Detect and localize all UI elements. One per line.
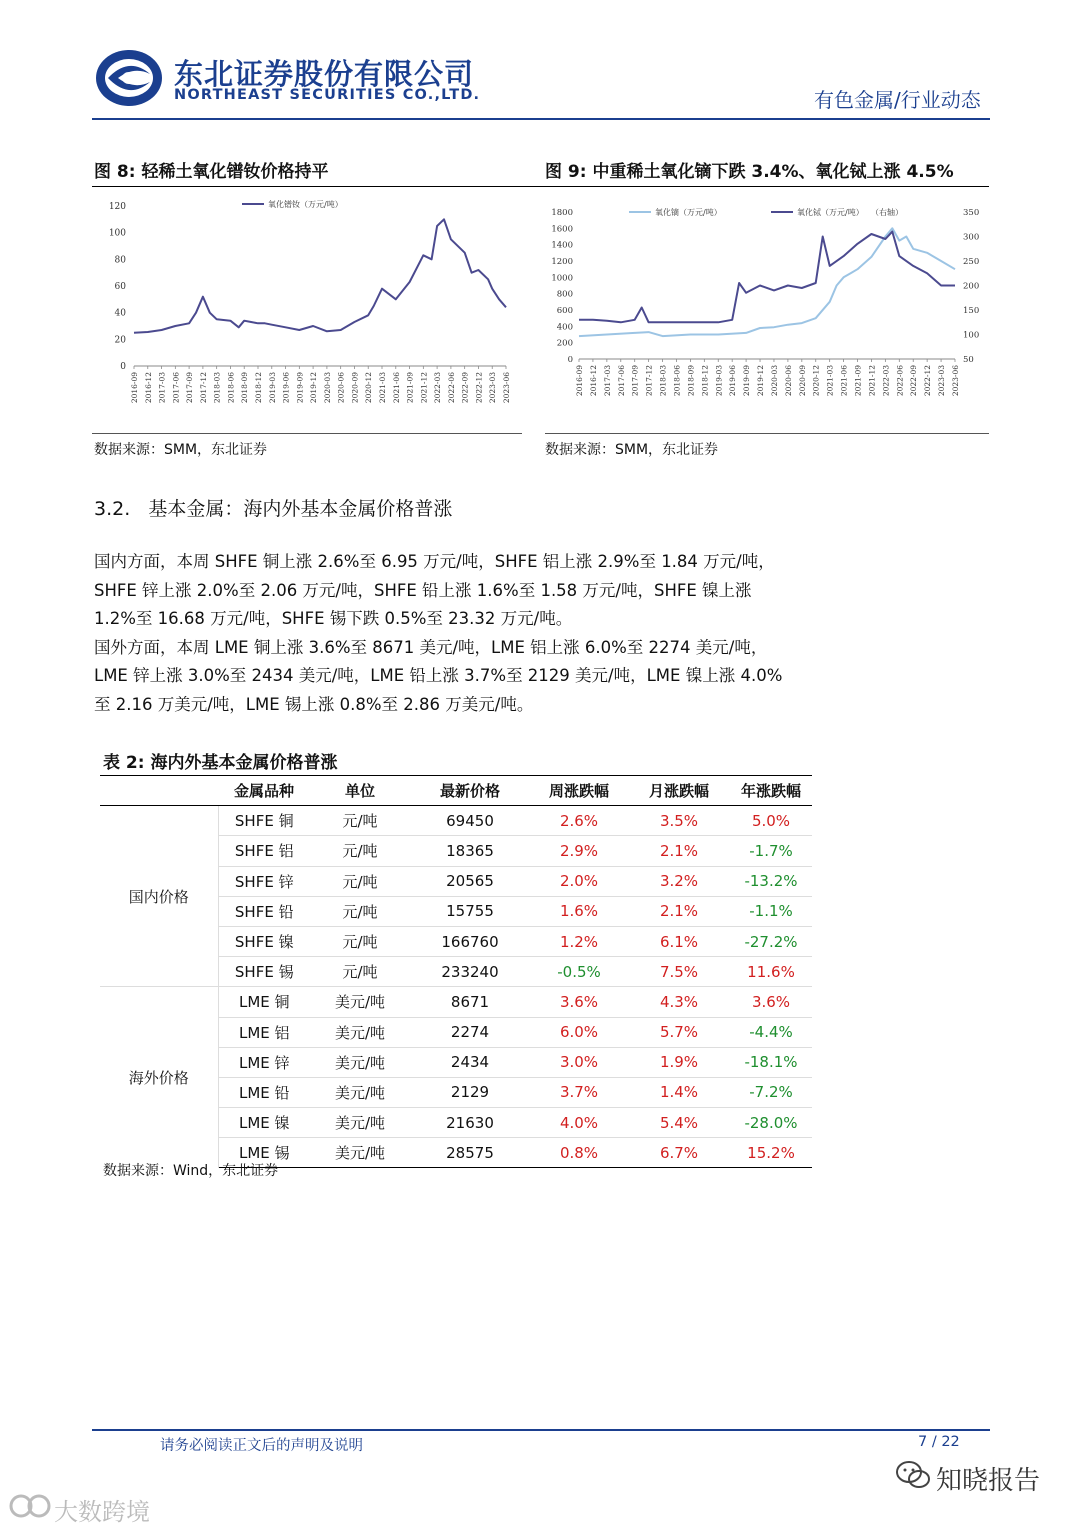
table-cell: LME 铝: [218, 1017, 310, 1047]
x-tick-label: 2018-06: [226, 372, 236, 404]
table-header: 年涨跌幅: [730, 776, 812, 806]
x-tick-label: 2017-12: [198, 372, 208, 404]
y-left-tick-label: 0: [567, 355, 573, 365]
legend-label: 氧化镝（万元/吨）: [655, 208, 722, 217]
table-cell: 28575: [410, 1138, 530, 1168]
x-tick-label: 2021-09: [853, 365, 863, 397]
table-cell: LME 锡: [218, 1138, 310, 1168]
x-tick-label: 2018-03: [658, 365, 668, 397]
y-right-tick-label: 300: [963, 232, 980, 243]
table-cell: 1.2%: [530, 926, 628, 956]
x-tick-label: 2020-03: [769, 365, 779, 397]
y-left-tick-label: 800: [556, 289, 573, 300]
x-tick-label: 2019-12: [756, 365, 766, 397]
x-tick-label: 2016-12: [143, 372, 153, 404]
section-title: 基本金属：海内外基本金属价格普涨: [148, 498, 453, 520]
watermark-right: 知晓报告: [936, 1466, 1041, 1496]
table-cell: 4.3%: [628, 987, 730, 1017]
table-cell: -4.4%: [730, 1017, 812, 1047]
watermark-left: 大数跨境: [54, 1498, 150, 1526]
table-cell: LME 铅: [218, 1077, 310, 1107]
x-tick-label: 2020-09: [797, 365, 807, 397]
x-tick-label: 2020-03: [322, 372, 332, 404]
table-cell: 166760: [410, 926, 530, 956]
table-cell: 3.6%: [530, 987, 628, 1017]
table-header: 周涨跌幅: [530, 776, 628, 806]
table-cell: 2274: [410, 1017, 530, 1047]
paragraph-domestic: 国内方面，本周 SHFE 铜上涨 2.6%至 6.95 万元/吨，SHFE 铝上涨 2.9%至 1.84 万元/吨，SHFE 锌上涨 2.0%至 2.06 万元/吨，SHFE 铅上涨 1.6%至 1.58 万元/吨，SHFE 镍上涨 1.2%至 16.68 万元/吨，SHFE 锡下跌 0.5%至 23.32 万元/吨。: [94, 552, 775, 628]
x-tick-label: 2018-09: [240, 372, 250, 404]
x-tick-label: 2019-09: [742, 365, 752, 397]
table-cell: 元/吨: [310, 926, 410, 956]
x-tick-label: 2017-06: [616, 365, 626, 397]
x-tick-label: 2022-09: [460, 372, 470, 404]
table-cell: -0.5%: [530, 957, 628, 987]
x-tick-label: 2019-06: [281, 372, 291, 404]
y-tick-label: 60: [114, 282, 126, 292]
company-name-cn: 东北证券股份有限公司: [174, 57, 475, 91]
x-tick-label: 2018-06: [672, 365, 682, 397]
table-cell: 元/吨: [310, 957, 410, 987]
x-tick-label: 2019-06: [728, 365, 738, 397]
x-tick-label: 2022-03: [881, 365, 891, 397]
table-cell: 2434: [410, 1047, 530, 1077]
y-tick-label: 20: [114, 335, 126, 346]
y-left-tick-label: 200: [556, 338, 573, 349]
x-tick-label: 2017-06: [171, 372, 181, 404]
table-cell: 21630: [410, 1108, 530, 1138]
table-cell: 3.5%: [628, 806, 730, 836]
table-cell: 3.2%: [628, 866, 730, 896]
table-cell: 元/吨: [310, 896, 410, 926]
table-cell: SHFE 镍: [218, 926, 310, 956]
table-source: 数据来源：Wind，东北证券: [103, 1163, 279, 1179]
x-tick-label: 2019-03: [267, 372, 277, 404]
table-header-blank: [100, 776, 218, 806]
table-cell: SHFE 铝: [218, 836, 310, 866]
table-cell: -1.7%: [730, 836, 812, 866]
table-cell: 2.9%: [530, 836, 628, 866]
table-header-row: [100, 776, 812, 806]
y-right-tick-label: 150: [963, 306, 980, 316]
table-cell: 1.4%: [628, 1077, 730, 1107]
report-category: 有色金属/行业动态: [814, 88, 981, 112]
table-cell: 7.5%: [628, 957, 730, 987]
table-cell: 11.6%: [730, 957, 812, 987]
y-left-tick-label: 400: [556, 322, 573, 333]
x-tick-label: 2021-09: [405, 372, 415, 404]
table-cell: 6.1%: [628, 926, 730, 956]
legend-label: 氧化镨钕（万元/吨）: [268, 200, 343, 209]
figure-bottom-rule: [92, 433, 522, 434]
table-cell: 5.4%: [628, 1108, 730, 1138]
table-group-label: 海外价格: [100, 987, 218, 1168]
x-tick-label: 2022-12: [474, 372, 484, 404]
table-cell: 元/吨: [310, 866, 410, 896]
table-cell: 1.6%: [530, 896, 628, 926]
figure-9-source: 数据来源：SMM，东北证券: [545, 442, 719, 458]
x-tick-label: 2016-12: [588, 365, 598, 397]
paragraph-overseas: 国外方面，本周 LME 铜上涨 3.6%至 8671 美元/吨，LME 铝上涨 6.0%至 2274 美元/吨，LME 锌上涨 3.0%至 2434 美元/吨，LME 铅上涨 3.7%至 2129 美元/吨，LME 镍上涨 4.0%至 2.16 万美元/吨，LME 锡上涨 0.8%至 2.86 万美元/吨。: [94, 637, 783, 714]
y-left-tick-label: 1600: [551, 224, 573, 235]
table-cell: 3.7%: [530, 1077, 628, 1107]
company-name-en: NORTHEAST SECURITIES CO.,LTD.: [174, 87, 481, 103]
metal-price-table-wrap: [100, 775, 812, 1168]
table-cell: SHFE 铜: [218, 806, 310, 836]
x-tick-label: 2021-06: [391, 372, 401, 404]
table-cell: 美元/吨: [310, 1047, 410, 1077]
table-cell: 美元/吨: [310, 987, 410, 1017]
table-header: 月涨跌幅: [628, 776, 730, 806]
table-cell: -7.2%: [730, 1077, 812, 1107]
y-right-tick-label: 100: [963, 330, 980, 341]
table-cell: -27.2%: [730, 926, 812, 956]
x-tick-label: 2019-09: [295, 372, 305, 404]
table-cell: 1.9%: [628, 1047, 730, 1077]
x-tick-label: 2023-06: [951, 365, 960, 397]
y-tick-label: 0: [120, 362, 126, 372]
y-left-tick-label: 1000: [551, 273, 573, 284]
table-cell: 233240: [410, 957, 530, 987]
x-tick-label: 2021-06: [839, 365, 849, 397]
table-row: [100, 806, 812, 836]
x-tick-label: 2020-12: [811, 365, 821, 397]
figure-8-source: 数据来源：SMM，东北证券: [94, 442, 268, 458]
chart-dysprosium-terbium-oxide: [545, 190, 989, 432]
table-cell: 3.6%: [730, 987, 812, 1017]
y-tick-label: 100: [108, 228, 126, 239]
wechat-icon: [895, 1460, 931, 1494]
y-right-tick-label: 250: [963, 257, 980, 267]
section-number: 3.2.: [94, 498, 131, 520]
table-cell: SHFE 锌: [218, 866, 310, 896]
x-tick-label: 2018-12: [700, 365, 710, 397]
y-tick-label: 120: [108, 202, 126, 212]
y-right-tick-label: 50: [963, 355, 974, 365]
table-cell: 6.7%: [628, 1138, 730, 1168]
y-tick-label: 40: [114, 308, 126, 319]
x-tick-label: 2019-12: [309, 372, 319, 404]
series-line-praseodymium-neodymium: [134, 219, 506, 332]
y-left-tick-label: 1200: [551, 257, 573, 267]
x-tick-label: 2023-03: [937, 365, 947, 397]
x-tick-label: 2021-12: [867, 365, 877, 397]
x-tick-label: 2018-03: [212, 372, 222, 404]
x-tick-label: 2018-09: [686, 365, 696, 397]
company-logo: [94, 48, 164, 108]
table-cell: 美元/吨: [310, 1138, 410, 1168]
section-heading: [94, 494, 452, 521]
table-cell: 美元/吨: [310, 1017, 410, 1047]
table-cell: -18.1%: [730, 1047, 812, 1077]
table-cell: 0.8%: [530, 1138, 628, 1168]
table-cell: 2.6%: [530, 806, 628, 836]
table-header: 单位: [310, 776, 410, 806]
x-tick-label: 2019-03: [714, 365, 724, 397]
x-tick-label: 2017-09: [630, 365, 640, 397]
legend-label: 氧化铽（万元/吨）: [797, 208, 864, 217]
table-cell: SHFE 锡: [218, 957, 310, 987]
x-tick-label: 2022-06: [895, 365, 905, 397]
table-row: [100, 987, 812, 1017]
table-cell: SHFE 铅: [218, 896, 310, 926]
table-header: 金属品种: [218, 776, 310, 806]
footer-disclaimer: 请务必阅读正文后的声明及说明: [160, 1438, 363, 1454]
table-cell: 5.7%: [628, 1017, 730, 1047]
table-cell: 18365: [410, 836, 530, 866]
y-left-tick-label: 600: [556, 306, 573, 316]
y-left-tick-label: 1800: [551, 208, 573, 218]
header-rule: [92, 118, 990, 120]
table-cell: 5.0%: [730, 806, 812, 836]
figure-9-title: 图 9: 中重稀土氧化镝下跌 3.4%、氧化铽上涨 4.5%: [545, 162, 954, 182]
x-tick-label: 2021-03: [378, 372, 387, 404]
page-number: 7 / 22: [918, 1434, 960, 1450]
table-2-title: 表 2: 海内外基本金属价格普涨: [103, 753, 338, 773]
table-cell: LME 镍: [218, 1108, 310, 1138]
table-cell: 2.1%: [628, 896, 730, 926]
table-cell: 8671: [410, 987, 530, 1017]
table-cell: 20565: [410, 866, 530, 896]
x-tick-label: 2016-09: [575, 365, 584, 397]
x-tick-label: 2022-03: [433, 372, 443, 404]
table-cell: 15.2%: [730, 1138, 812, 1168]
table-header: 最新价格: [410, 776, 530, 806]
table-cell: 2.1%: [628, 836, 730, 866]
figure-bottom-rule-right: [545, 433, 989, 434]
table-cell: 2.0%: [530, 866, 628, 896]
x-tick-label: 2017-03: [157, 372, 167, 404]
table-cell: 元/吨: [310, 836, 410, 866]
table-cell: 2129: [410, 1077, 530, 1107]
x-tick-label: 2020-06: [783, 365, 793, 397]
x-tick-label: 2021-12: [419, 372, 429, 404]
y-left-tick-label: 1400: [551, 240, 573, 251]
table-cell: LME 锌: [218, 1047, 310, 1077]
x-tick-label: 2018-12: [254, 372, 263, 404]
x-tick-label: 2021-03: [825, 365, 835, 397]
table-cell: 69450: [410, 806, 530, 836]
table-cell: -28.0%: [730, 1108, 812, 1138]
x-tick-label: 2017-12: [644, 365, 654, 397]
table-cell: LME 铜: [218, 987, 310, 1017]
x-tick-label: 2016-09: [130, 372, 139, 404]
figure-title-rule: [92, 186, 989, 187]
figure-8-title: 图 8: 轻稀土氧化镨钕价格持平: [94, 162, 329, 182]
table-cell: 4.0%: [530, 1108, 628, 1138]
table-cell: 15755: [410, 896, 530, 926]
table-cell: 美元/吨: [310, 1108, 410, 1138]
x-tick-label: 2022-09: [909, 365, 919, 397]
x-tick-label: 2023-03: [488, 372, 498, 404]
series-line-terbium: [579, 232, 955, 323]
x-tick-label: 2017-03: [602, 365, 612, 397]
chart-praseodymium-neodymium-oxide: [94, 190, 522, 432]
x-tick-label: 2017-09: [185, 372, 195, 404]
footer-rule: [92, 1429, 990, 1431]
table-group-label: 国内价格: [100, 806, 218, 987]
legend-right-axis-note: （右轴）: [871, 208, 903, 217]
table-cell: 美元/吨: [310, 1077, 410, 1107]
table-cell: 3.0%: [530, 1047, 628, 1077]
y-right-tick-label: 350: [963, 208, 980, 218]
table-cell: 6.0%: [530, 1017, 628, 1047]
table-cell: -1.1%: [730, 896, 812, 926]
x-tick-label: 2020-09: [350, 372, 360, 404]
table-cell: 元/吨: [310, 806, 410, 836]
x-tick-label: 2020-06: [336, 372, 346, 404]
metal-price-table: [100, 775, 812, 1168]
x-tick-label: 2022-12: [923, 365, 933, 397]
y-right-tick-label: 200: [963, 281, 980, 292]
watermark-left-icon: [8, 1493, 54, 1523]
x-tick-label: 2023-06: [502, 372, 511, 404]
table-cell: -13.2%: [730, 866, 812, 896]
x-tick-label: 2020-12: [364, 372, 374, 404]
y-tick-label: 80: [114, 255, 126, 266]
x-tick-label: 2022-06: [446, 372, 456, 404]
body-text: [94, 548, 784, 719]
